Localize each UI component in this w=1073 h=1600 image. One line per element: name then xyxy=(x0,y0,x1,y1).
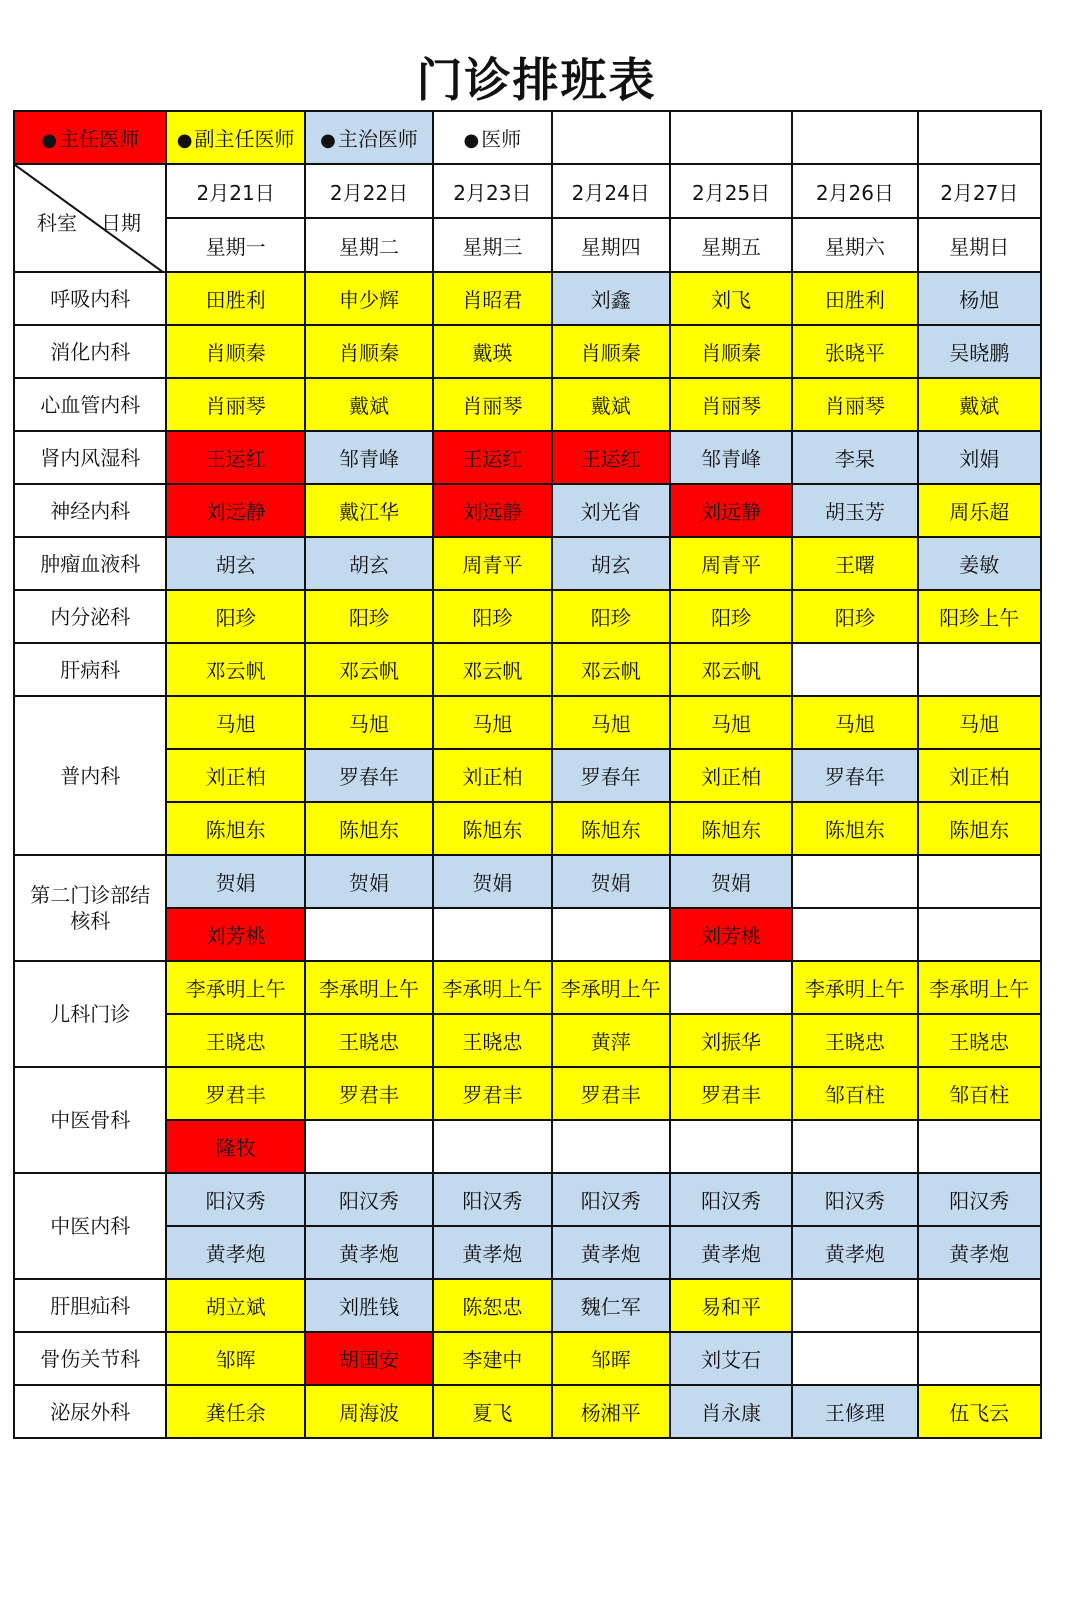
doctor-cell: 刘鑫 xyxy=(552,272,670,325)
doctor-cell: 肖丽琴 xyxy=(670,378,792,431)
weekday-cell: 星期五 xyxy=(670,218,792,272)
dept-header-label: 科室 xyxy=(37,211,77,235)
doctor-cell: 王曙 xyxy=(792,537,917,590)
schedule-row xyxy=(14,272,1041,325)
department-name: 中医骨科 xyxy=(14,1067,166,1173)
empty-cell xyxy=(552,908,670,961)
legend-chief-label: 主任医师 xyxy=(59,127,140,151)
legend-row xyxy=(14,111,1041,164)
doctor-cell: 罗君丰 xyxy=(552,1067,670,1120)
doctor-cell: 陈旭东 xyxy=(305,802,433,855)
page-title: 门诊排班表 xyxy=(416,53,657,107)
schedule-row xyxy=(14,802,1041,855)
department-name: 消化内科 xyxy=(14,325,166,378)
doctor-cell: 阳珍 xyxy=(670,590,792,643)
doctor-cell: 陈旭东 xyxy=(918,802,1041,855)
doctor-cell: 戴斌 xyxy=(305,378,433,431)
doctor-cell: 戴斌 xyxy=(552,378,670,431)
schedule-row xyxy=(14,749,1041,802)
doctor-cell: 王晓忠 xyxy=(166,1014,304,1067)
doctor-cell: 黄孝炮 xyxy=(166,1226,304,1279)
schedule-row xyxy=(14,484,1041,537)
doctor-cell: 胡玄 xyxy=(305,537,433,590)
doctor-cell: 刘正柏 xyxy=(433,749,551,802)
doctor-cell: 王晓忠 xyxy=(433,1014,551,1067)
department-name: 呼吸内科 xyxy=(14,272,166,325)
doctor-cell: 罗君丰 xyxy=(433,1067,551,1120)
empty-cell xyxy=(552,111,670,164)
schedule-row xyxy=(14,908,1041,961)
doctor-cell: 阳珍 xyxy=(433,590,551,643)
doctor-cell: 胡玉芳 xyxy=(792,484,917,537)
doctor-cell: 阳汉秀 xyxy=(670,1173,792,1226)
doctor-cell: 贺娟 xyxy=(552,855,670,908)
doctor-cell: 黄萍 xyxy=(552,1014,670,1067)
doctor-cell: 肖顺秦 xyxy=(166,325,304,378)
doctor-cell: 周青平 xyxy=(670,537,792,590)
doctor-cell: 刘远静 xyxy=(433,484,551,537)
weekday-cell: 星期六 xyxy=(792,218,917,272)
doctor-cell: 马旭 xyxy=(552,696,670,749)
department-name: 肾内风湿科 xyxy=(14,431,166,484)
empty-cell xyxy=(918,1120,1041,1173)
doctor-cell: 胡立斌 xyxy=(166,1279,304,1332)
doctor-cell: 陈恕忠 xyxy=(433,1279,551,1332)
empty-cell xyxy=(433,908,551,961)
doctor-cell: 罗君丰 xyxy=(305,1067,433,1120)
doctor-cell: 罗君丰 xyxy=(670,1067,792,1120)
doctor-cell: 胡国安 xyxy=(305,1332,433,1385)
empty-cell xyxy=(918,1279,1041,1332)
empty-cell xyxy=(792,908,917,961)
date-cell: 2月22日 xyxy=(305,164,433,218)
department-name: 神经内科 xyxy=(14,484,166,537)
empty-cell xyxy=(792,111,917,164)
doctor-cell: 夏飞 xyxy=(433,1385,551,1438)
doctor-cell: 黄孝炮 xyxy=(552,1226,670,1279)
doctor-cell: 马旭 xyxy=(166,696,304,749)
doctor-cell: 罗君丰 xyxy=(166,1067,304,1120)
schedule-row xyxy=(14,431,1041,484)
empty-cell xyxy=(552,1120,670,1173)
department-name: 普内科 xyxy=(14,696,166,855)
weekday-cell: 星期一 xyxy=(166,218,304,272)
doctor-cell: 邹百柱 xyxy=(792,1067,917,1120)
schedule-row xyxy=(14,1120,1041,1173)
doctor-cell: 刘娟 xyxy=(918,431,1041,484)
doctor-cell: 肖顺秦 xyxy=(552,325,670,378)
doctor-cell: 王晓忠 xyxy=(305,1014,433,1067)
doctor-cell: 肖丽琴 xyxy=(792,378,917,431)
doctor-cell: 刘正柏 xyxy=(918,749,1041,802)
empty-cell xyxy=(305,1120,433,1173)
legend-associate-label: 副主任医师 xyxy=(194,127,295,151)
doctor-cell: 戴瑛 xyxy=(433,325,551,378)
doctor-cell: 陈旭东 xyxy=(792,802,917,855)
schedule-row xyxy=(14,1332,1041,1385)
department-name: 肿瘤血液科 xyxy=(14,537,166,590)
doctor-cell: 刘正柏 xyxy=(670,749,792,802)
legend-associate xyxy=(166,111,304,164)
legend-physician-label: 医师 xyxy=(481,127,522,151)
doctor-cell: 陈旭东 xyxy=(166,802,304,855)
schedule-row xyxy=(14,1014,1041,1067)
doctor-cell: 周青平 xyxy=(433,537,551,590)
doctor-cell: 张晓平 xyxy=(792,325,917,378)
doctor-cell: 陈旭东 xyxy=(433,802,551,855)
empty-cell xyxy=(792,1279,917,1332)
doctor-cell: 肖丽琴 xyxy=(433,378,551,431)
doctor-cell: 申少辉 xyxy=(305,272,433,325)
empty-cell xyxy=(305,908,433,961)
bullet-icon: ● xyxy=(463,130,480,151)
doctor-cell: 王运红 xyxy=(552,431,670,484)
schedule-row xyxy=(14,590,1041,643)
schedule-row xyxy=(14,1226,1041,1279)
doctor-cell: 肖顺秦 xyxy=(305,325,433,378)
doctor-cell: 刘远静 xyxy=(670,484,792,537)
doctor-cell: 阳珍 xyxy=(305,590,433,643)
doctor-cell: 刘正柏 xyxy=(166,749,304,802)
empty-cell xyxy=(918,643,1041,696)
doctor-cell: 阳汉秀 xyxy=(305,1173,433,1226)
doctor-cell: 马旭 xyxy=(433,696,551,749)
doctor-cell: 胡玄 xyxy=(552,537,670,590)
date-cell: 2月27日 xyxy=(918,164,1041,218)
bullet-icon: ● xyxy=(176,130,193,151)
doctor-cell: 杨湘平 xyxy=(552,1385,670,1438)
empty-cell xyxy=(792,1120,917,1173)
doctor-cell: 隆牧 xyxy=(166,1120,304,1173)
doctor-cell: 李承明上午 xyxy=(433,961,551,1014)
doctor-cell: 胡玄 xyxy=(166,537,304,590)
department-name: 骨伤关节科 xyxy=(14,1332,166,1385)
empty-cell xyxy=(792,643,917,696)
doctor-cell: 李承明上午 xyxy=(552,961,670,1014)
bullet-icon: ● xyxy=(320,130,336,151)
doctor-cell: 贺娟 xyxy=(305,855,433,908)
doctor-cell: 邹晖 xyxy=(552,1332,670,1385)
weekday-cell: 星期三 xyxy=(433,218,551,272)
doctor-cell: 李杲 xyxy=(792,431,917,484)
doctor-cell: 阳汉秀 xyxy=(792,1173,917,1226)
doctor-cell: 邹百柱 xyxy=(918,1067,1041,1120)
doctor-cell: 阳汉秀 xyxy=(552,1173,670,1226)
doctor-cell: 黄孝炮 xyxy=(670,1226,792,1279)
doctor-cell: 刘振华 xyxy=(670,1014,792,1067)
department-name: 内分泌科 xyxy=(14,590,166,643)
empty-cell xyxy=(918,908,1041,961)
doctor-cell: 刘飞 xyxy=(670,272,792,325)
schedule-row xyxy=(14,537,1041,590)
doctor-cell: 马旭 xyxy=(918,696,1041,749)
doctor-cell: 周海波 xyxy=(305,1385,433,1438)
empty-cell xyxy=(670,961,792,1014)
schedule-table xyxy=(13,110,1042,1439)
weekday-cell: 星期日 xyxy=(918,218,1041,272)
doctor-cell: 肖永康 xyxy=(670,1385,792,1438)
doctor-cell: 邓云帆 xyxy=(552,643,670,696)
doctor-cell: 罗春年 xyxy=(305,749,433,802)
doctor-cell: 肖顺秦 xyxy=(670,325,792,378)
doctor-cell: 阳汉秀 xyxy=(166,1173,304,1226)
doctor-cell: 李建中 xyxy=(433,1332,551,1385)
doctor-cell: 刘芳桃 xyxy=(670,908,792,961)
doctor-cell: 邓云帆 xyxy=(433,643,551,696)
department-name: 肝病科 xyxy=(14,643,166,696)
date-row xyxy=(14,164,1041,218)
empty-cell xyxy=(792,855,917,908)
schedule-row xyxy=(14,696,1041,749)
legend-physician xyxy=(433,111,551,164)
doctor-cell: 戴江华 xyxy=(305,484,433,537)
schedule-row xyxy=(14,1279,1041,1332)
doctor-cell: 阳珍 xyxy=(792,590,917,643)
doctor-cell: 马旭 xyxy=(670,696,792,749)
weekday-cell: 星期四 xyxy=(552,218,670,272)
doctor-cell: 易和平 xyxy=(670,1279,792,1332)
doctor-cell: 刘芳桃 xyxy=(166,908,304,961)
doctor-cell: 阳汉秀 xyxy=(433,1173,551,1226)
doctor-cell: 伍飞云 xyxy=(918,1385,1041,1438)
department-name: 肝胆疝科 xyxy=(14,1279,166,1332)
doctor-cell: 李承明上午 xyxy=(918,961,1041,1014)
doctor-cell: 阳汉秀 xyxy=(918,1173,1041,1226)
empty-cell xyxy=(792,1332,917,1385)
schedule-row xyxy=(14,378,1041,431)
legend-attending xyxy=(305,111,433,164)
doctor-cell: 阳珍 xyxy=(166,590,304,643)
doctor-cell: 田胜利 xyxy=(792,272,917,325)
doctor-cell: 李承明上午 xyxy=(166,961,304,1014)
date-cell: 2月21日 xyxy=(166,164,304,218)
weekday-cell: 星期二 xyxy=(305,218,433,272)
schedule-row xyxy=(14,855,1041,908)
doctor-cell: 吴晓鹏 xyxy=(918,325,1041,378)
doctor-cell: 肖丽琴 xyxy=(166,378,304,431)
schedule-row xyxy=(14,961,1041,1014)
doctor-cell: 李承明上午 xyxy=(305,961,433,1014)
doctor-cell: 王修理 xyxy=(792,1385,917,1438)
empty-cell xyxy=(433,1120,551,1173)
doctor-cell: 马旭 xyxy=(305,696,433,749)
doctor-cell: 姜敏 xyxy=(918,537,1041,590)
date-cell: 2月23日 xyxy=(433,164,551,218)
doctor-cell: 王运红 xyxy=(166,431,304,484)
department-name: 心血管内科 xyxy=(14,378,166,431)
bullet-icon: ● xyxy=(41,130,58,151)
date-cell: 2月26日 xyxy=(792,164,917,218)
doctor-cell: 王运红 xyxy=(433,431,551,484)
doctor-cell: 贺娟 xyxy=(433,855,551,908)
doctor-cell: 刘艾石 xyxy=(670,1332,792,1385)
doctor-cell: 陈旭东 xyxy=(552,802,670,855)
doctor-cell: 刘远静 xyxy=(166,484,304,537)
doctor-cell: 罗春年 xyxy=(792,749,917,802)
schedule-row xyxy=(14,325,1041,378)
doctor-cell: 刘光省 xyxy=(552,484,670,537)
header-corner xyxy=(14,164,166,272)
schedule-row xyxy=(14,1067,1041,1120)
doctor-cell: 田胜利 xyxy=(166,272,304,325)
doctor-cell: 邓云帆 xyxy=(166,643,304,696)
schedule-row xyxy=(14,1173,1041,1226)
doctor-cell: 罗春年 xyxy=(552,749,670,802)
doctor-cell: 杨旭 xyxy=(918,272,1041,325)
empty-cell xyxy=(670,1120,792,1173)
doctor-cell: 李承明上午 xyxy=(792,961,917,1014)
empty-cell xyxy=(670,111,792,164)
date-header-label: 日期 xyxy=(101,211,141,235)
empty-cell xyxy=(918,1332,1041,1385)
department-name: 中医内科 xyxy=(14,1173,166,1279)
doctor-cell: 阳珍 xyxy=(552,590,670,643)
doctor-cell: 黄孝炮 xyxy=(918,1226,1041,1279)
doctor-cell: 阳珍上午 xyxy=(918,590,1041,643)
schedule-row xyxy=(14,643,1041,696)
doctor-cell: 黄孝炮 xyxy=(305,1226,433,1279)
doctor-cell: 贺娟 xyxy=(166,855,304,908)
doctor-cell: 黄孝炮 xyxy=(792,1226,917,1279)
doctor-cell: 邹青峰 xyxy=(670,431,792,484)
doctor-cell: 邓云帆 xyxy=(670,643,792,696)
doctor-cell: 魏仁军 xyxy=(552,1279,670,1332)
legend-chief xyxy=(14,111,166,164)
doctor-cell: 王晓忠 xyxy=(918,1014,1041,1067)
department-name: 第二门诊部结核科 xyxy=(14,855,166,961)
doctor-cell: 肖昭君 xyxy=(433,272,551,325)
empty-cell xyxy=(918,111,1041,164)
doctor-cell: 陈旭东 xyxy=(670,802,792,855)
schedule-row xyxy=(14,1385,1041,1438)
empty-cell xyxy=(918,855,1041,908)
department-name: 泌尿外科 xyxy=(14,1385,166,1438)
doctor-cell: 龚任余 xyxy=(166,1385,304,1438)
legend-attending-label: 主治医师 xyxy=(337,127,418,151)
doctor-cell: 周乐超 xyxy=(918,484,1041,537)
doctor-cell: 贺娟 xyxy=(670,855,792,908)
doctor-cell: 戴斌 xyxy=(918,378,1041,431)
doctor-cell: 黄孝炮 xyxy=(433,1226,551,1279)
department-name: 儿科门诊 xyxy=(14,961,166,1067)
doctor-cell: 邓云帆 xyxy=(305,643,433,696)
doctor-cell: 刘胜钱 xyxy=(305,1279,433,1332)
date-cell: 2月24日 xyxy=(552,164,670,218)
doctor-cell: 马旭 xyxy=(792,696,917,749)
date-cell: 2月25日 xyxy=(670,164,792,218)
doctor-cell: 王晓忠 xyxy=(792,1014,917,1067)
doctor-cell: 邹晖 xyxy=(166,1332,304,1385)
doctor-cell: 邹青峰 xyxy=(305,431,433,484)
weekday-row xyxy=(14,218,1041,272)
